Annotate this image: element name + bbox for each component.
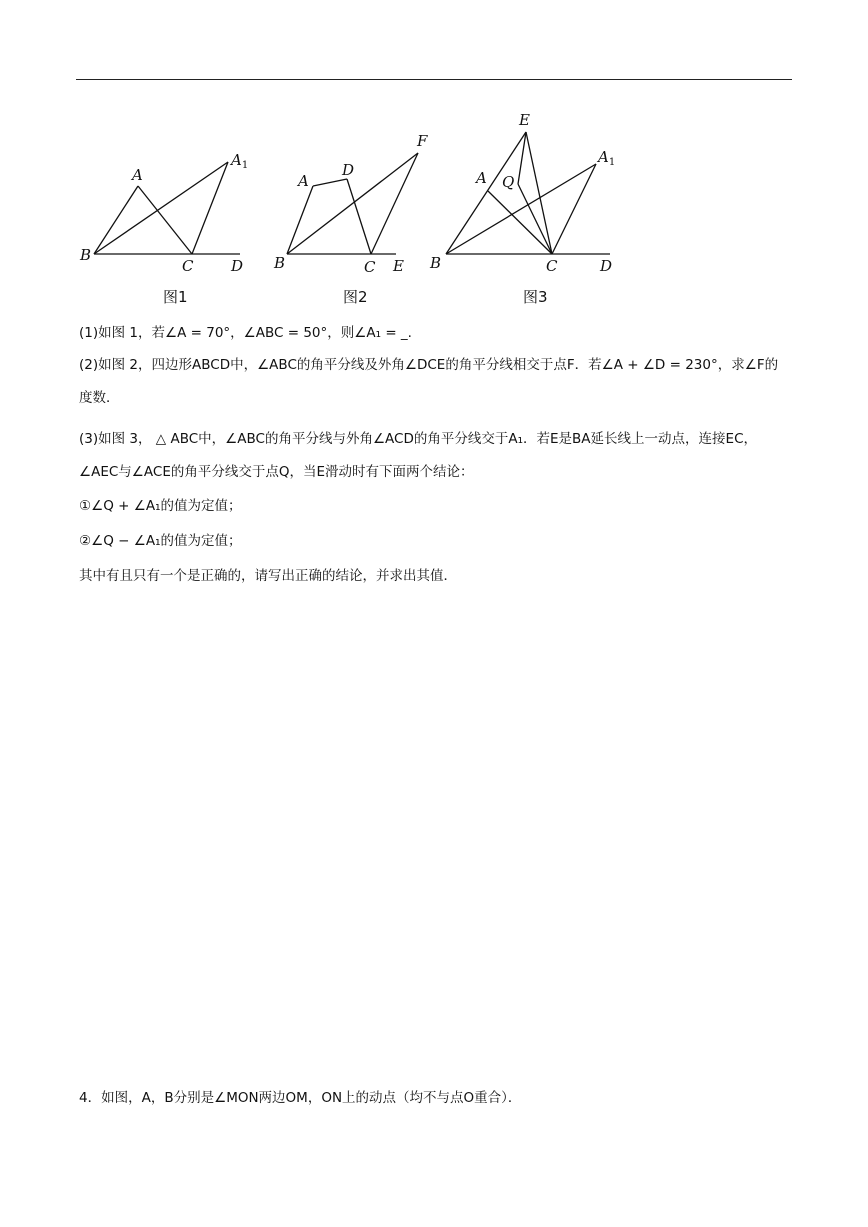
question-1: (1)如图 1，若∠A = 70°，∠ABC = 50°，则∠A₁ = _. (79, 325, 412, 341)
question-2: (2)如图 2，四边形ABCD中，∠ABC的角平分线及外角∠DCE的角平分线相交于点F．若∠A + ∠D = 230°，求∠F的度数． (79, 357, 779, 406)
fig1-label-B: B (80, 246, 92, 264)
fig3-label-A1: $A_1$ (598, 148, 616, 168)
geometry-figures (70, 108, 630, 308)
header-rule (76, 79, 792, 80)
fig2-label-D: D (342, 161, 355, 179)
figure-1-lines (94, 162, 240, 254)
fig3-label-E: E (519, 111, 530, 129)
fig1-label-A1: $A_1$ (231, 151, 249, 171)
fig1-label-C: C (182, 257, 194, 275)
fig3-label-B: B (430, 254, 442, 272)
fig3-label-C: C (546, 257, 558, 275)
conclusion-1: ①∠Q + ∠A₁的值为定值； (79, 498, 242, 514)
question-3: (3)如图 3， △ ABC中，∠ABC的角平分线与外角∠ACD的角平分线交于A₁．若E是BA延长线上一动点，连接EC，∠AEC与∠ACE的角平分线交于点Q，当E滑动时有下面两个结论： (79, 431, 757, 480)
figures-row (70, 108, 630, 308)
question-3-instruction: 其中有且只有一个是正确的，请写出正确的结论，并求出其值． (79, 568, 457, 584)
fig1-label-D: D (231, 257, 244, 275)
conclusion-2: ②∠Q − ∠A₁的值为定值； (79, 533, 242, 549)
fig1-label-A: A (132, 166, 143, 184)
problem-4: 4．如图，A，B分别是∠MON两边OM，ON上的动点（均不与点O重合）． (79, 1090, 522, 1106)
fig2-label-E: E (393, 257, 404, 275)
fig2-label-C: C (364, 258, 376, 276)
fig2-label-A: A (298, 172, 309, 190)
fig3-label-A: A (476, 169, 487, 187)
fig2-label-F: F (417, 132, 428, 150)
fig3-label-D: D (600, 257, 613, 275)
figure-3-lines (446, 132, 610, 254)
fig1-caption: 图1 (163, 288, 188, 306)
fig2-caption: 图2 (343, 288, 368, 306)
fig3-caption: 图3 (523, 288, 548, 306)
fig3-label-Q: Q (502, 173, 515, 191)
fig2-label-B: B (274, 254, 286, 272)
